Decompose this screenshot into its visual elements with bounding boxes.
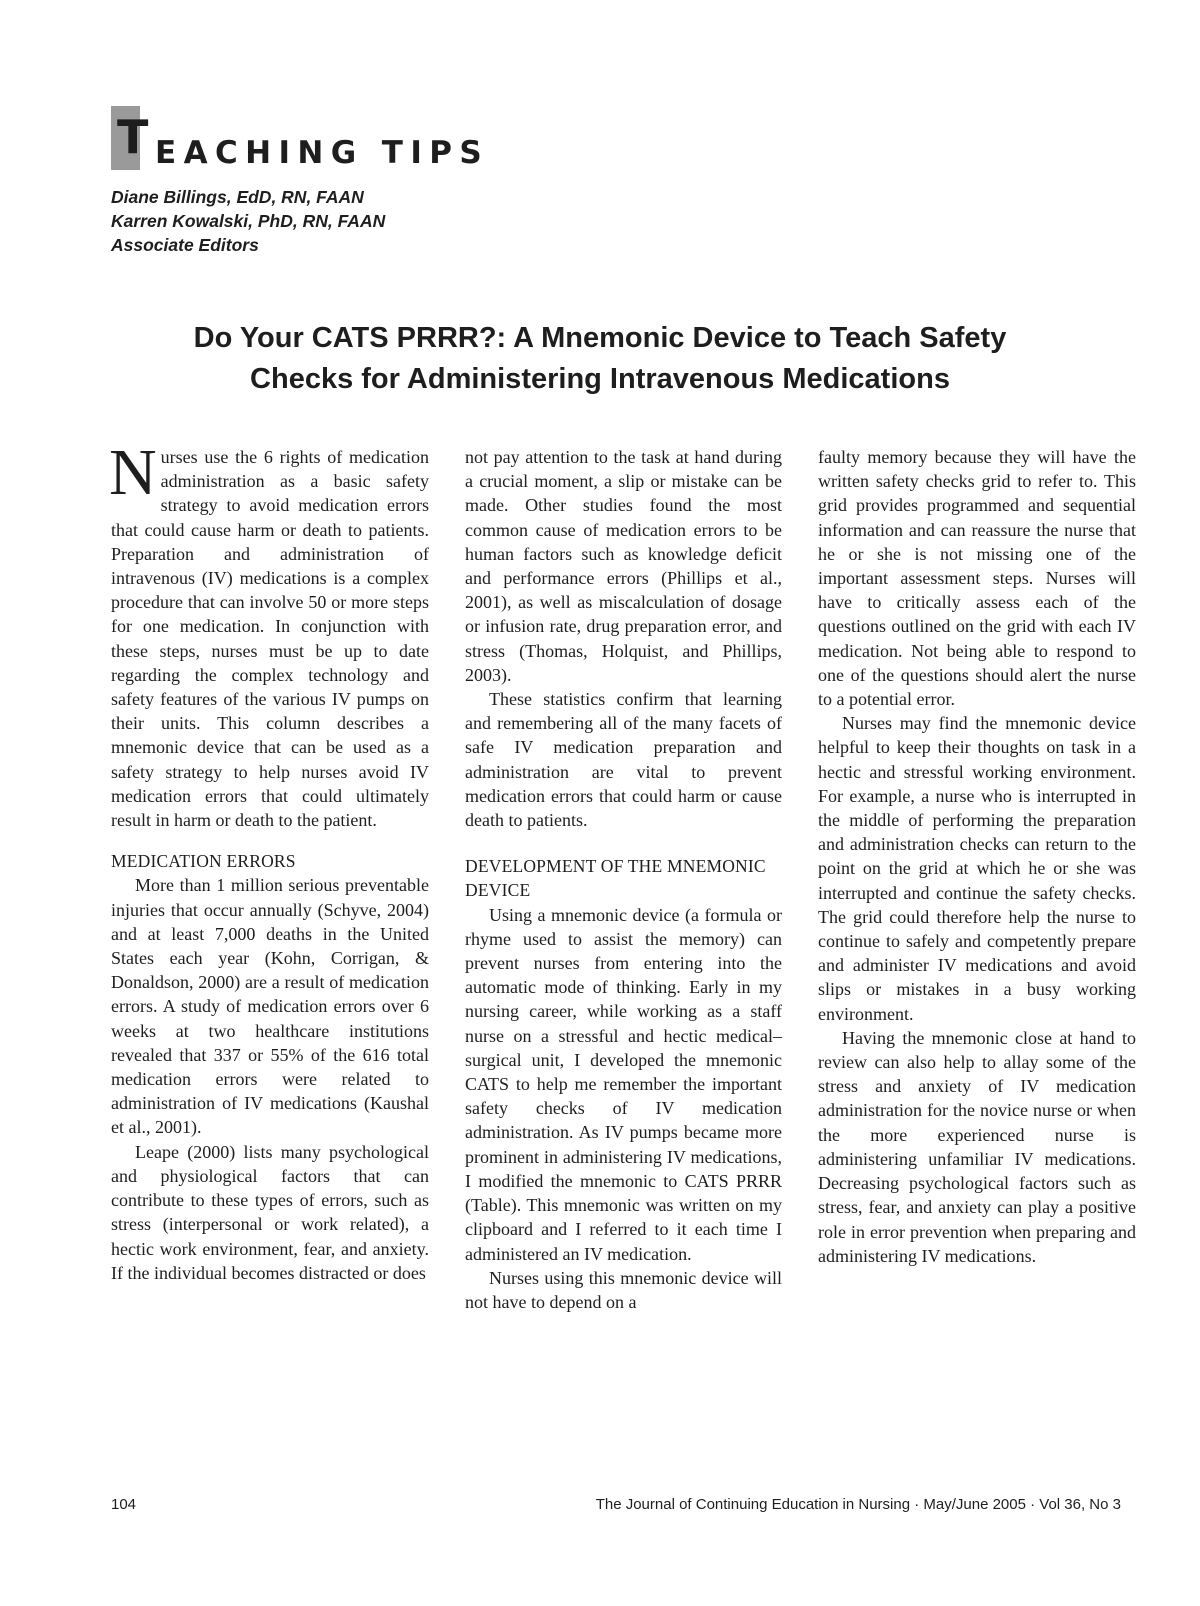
editor-name: Diane Billings, EdD, RN, FAAN [111, 187, 364, 207]
body-paragraph: Using a mnemonic device (a formula or rhyme used to assist the memory) can prevent nurses from entering into the automatic mode of thinking. Early in my nursing career, while working as a staff nurse on a stressful and hectic medical–surgical unit, I developed the mnemonic CATS to help me remember the important safety checks of IV medication administration. As IV pumps became more prominent in administering IV medications, I modified the mnemonic to CATS PRRR (Table). This mnemonic was written on my clipboard and I referred to it each time I administered an IV medication. [465, 904, 782, 1264]
editors-block [111, 185, 385, 257]
body-paragraph: not pay attention to the task at hand during a crucial moment, a slip or mistake can be made. Other studies found the most common cause of medication errors to be human factors such as knowledge deficit and performance errors (Phillips et al., 2001), as well as miscalculation of dosage or infusion rate, drug preparation error, and stress (Thomas, Holquist, and Phillips, 2003). [465, 447, 782, 685]
drop-cap: N [109, 436, 157, 509]
text-column-1 [109, 436, 429, 1285]
title-line: Do Your CATS PRRR?: A Mnemonic Device to Teach Safety [193, 322, 1007, 354]
body-paragraph: Leape (2000) lists many psychological and physiological factors that can contribute to these types of errors, such as stress (interpersonal or work related), a hectic work environment, fear, and anxiety. If the individual becomes distracted or does [111, 1141, 429, 1283]
body-paragraph: Nurses using this mnemonic device will not have to depend on a [465, 1267, 782, 1312]
body-paragraph: Having the mnemonic close at hand to review can also help to allay some of the stress and anxiety of IV medication administration for the novice nurse or when the more experienced nurse is administering unfamiliar IV medications. Decreasing psychological factors such as stress, fear, and anxiety can play a positive role in error prevention when preparing and administering IV medications. [818, 1027, 1136, 1266]
masthead-section-name: EACHING TIPS [155, 135, 490, 171]
editor-name: Karren Kowalski, PhD, RN, FAAN [111, 211, 386, 231]
body-paragraph: Nurses may find the mnemonic device helpful to keep their thoughts on task in a hectic and stressful working environment. For example, a nurse who is interrupted in the middle of performing the preparation and administration checks can return to the point on the grid at which he or she was interrupted and continue the safety checks. The grid could therefore help the nurse to continue to safely and competently prepare and administer IV medications and avoid slips or mistakes in a busy working environment. [818, 713, 1136, 1024]
masthead-initial: T [117, 110, 149, 164]
section-heading: MEDICATION ERRORS [111, 851, 296, 872]
journal-citation: The Journal of Continuing Education in Nursing · May/June 2005 · Vol 36, No 3 [595, 1496, 1121, 1513]
editors-role: Associate Editors [111, 235, 259, 255]
body-paragraph: Nurses use the 6 rights of medication administration as a basic safety strategy to avoid medication errors that could cause harm or death to patients. Preparation and administration of intravenous (IV) medications is a complex procedure that can involve 50 or more steps for one medication. In conjunction with these steps, nurses must be up to date regarding the complex technology and safety features of the various IV pumps on their units. This column describes a mnemonic device that can be used as a safety strategy to help nurses avoid IV medication errors that could ultimately result in harm or death to the patient. [109, 436, 429, 831]
article-title [80, 318, 1120, 400]
text-column-2 [465, 445, 782, 1314]
section-heading: DEVELOPMENT OF THE MNEMONIC DEVICE [465, 856, 766, 901]
body-paragraph: More than 1 million serious preventable injuries that occur annually (Schyve, 2004) and at least 7,000 deaths in the United States each year (Kohn, Corrigan, & Donaldson, 2000) are a result of medication errors. A study of medication errors over 6 weeks at two healthcare institutions revealed that 337 or 55% of the 616 total medication errors were related to administration of IV medications (Kaushal et al., 2001). [111, 875, 429, 1138]
title-line: Checks for Administering Intravenous Medications [250, 363, 950, 395]
text-column-3 [818, 445, 1136, 1268]
body-paragraph: These statistics confirm that learning and remembering all of the many facets of safe IV medication preparation and administration are vital to prevent medication errors that could harm or cause death to patients. [465, 689, 782, 831]
page-number: 104 [111, 1496, 137, 1513]
body-paragraph: faulty memory because they will have the written safety checks grid to refer to. This grid provides programmed and sequential information and can reassure the nurse that he or she is not missing one of the important assessment steps. Nurses will have to critically assess each of the questions outlined on the grid with each IV medication. Not being able to respond to one of the questions should alert the nurse to a potential error. [818, 447, 1136, 710]
